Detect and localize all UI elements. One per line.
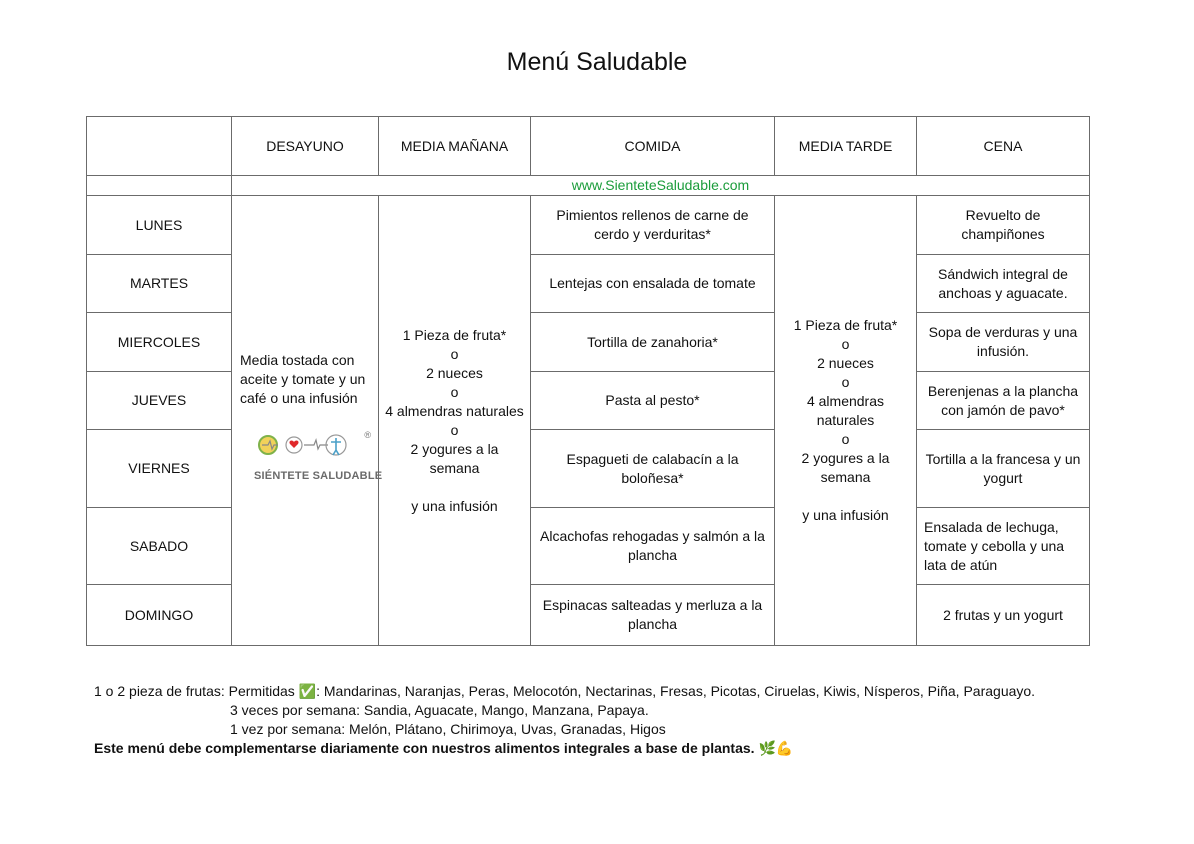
cena-sabado: Ensalada de lechuga, tomate y cebolla y una lata de atún	[917, 508, 1090, 585]
table-row	[87, 196, 1090, 255]
header-media-manana: MEDIA MAÑANA	[379, 117, 531, 176]
header-desayuno: DESAYUNO	[232, 117, 379, 176]
notes	[94, 682, 1035, 758]
day-miercoles: MIERCOLES	[87, 313, 232, 372]
day-lunes: LUNES	[87, 196, 232, 255]
website-link[interactable]: www.SienteteSaludable.com	[571, 177, 750, 193]
header-row	[87, 117, 1090, 176]
comida-miercoles: Tortilla de zanahoria*	[531, 313, 775, 372]
header-cena: CENA	[917, 117, 1090, 176]
comida-domingo: Espinacas salteadas y merluza a la plancha	[531, 585, 775, 646]
cena-viernes: Tortilla a la francesa y un yogurt	[917, 430, 1090, 508]
menu-table	[86, 116, 1090, 646]
day-domingo: DOMINGO	[87, 585, 232, 646]
note-fruits: 1 o 2 pieza de frutas: Permitidas ✅: Mandarinas, Naranjas, Peras, Melocotón, Nectarinas, Fresas, Picotas, Ciruelas, Kiwis, Nísperos, Piña, Paraguayo.	[94, 683, 1036, 699]
comida-martes: Lentejas con ensalada de tomate	[531, 255, 775, 313]
website-row	[87, 176, 1090, 196]
logo-brand-text: SIÉNTETE SALUDABLE	[254, 470, 383, 482]
cena-domingo: 2 frutas y un yogurt	[917, 585, 1090, 646]
note-once: 1 vez por semana: Melón, Plátano, Chirimoya, Uvas, Granadas, Higos	[230, 721, 666, 737]
logo-icons	[254, 430, 366, 460]
day-martes: MARTES	[87, 255, 232, 313]
media-tarde-cell: 1 Pieza de fruta* o 2 nueces o 4 almendras naturales o 2 yogures a la semana y una infusión	[775, 196, 917, 646]
header-empty	[87, 117, 232, 176]
header-media-tarde: MEDIA TARDE	[775, 117, 917, 176]
cena-lunes: Revuelto de champiñones	[917, 196, 1090, 255]
day-jueves: JUEVES	[87, 372, 232, 430]
comida-viernes: Espagueti de calabacín a la boloñesa*	[531, 430, 775, 508]
header-comida: COMIDA	[531, 117, 775, 176]
cena-martes: Sándwich integral de anchoas y aguacate.	[917, 255, 1090, 313]
comida-sabado: Alcachofas rehogadas y salmón a la plancha	[531, 508, 775, 585]
day-viernes: VIERNES	[87, 430, 232, 508]
day-sabado: SABADO	[87, 508, 232, 585]
cena-miercoles: Sopa de verduras y una infusión.	[917, 313, 1090, 372]
cena-jueves: Berenjenas a la plancha con jamón de pavo*	[917, 372, 1090, 430]
siente-saludable-logo: ® SIÉNTETE SALUDABLE	[254, 430, 369, 490]
comida-lunes: Pimientos rellenos de carne de cerdo y verduritas*	[531, 196, 775, 255]
comida-jueves: Pasta al pesto*	[531, 372, 775, 430]
note-complement: Este menú debe complementarse diariamente con nuestros alimentos integrales a base de plantas. 🌿💪	[94, 740, 794, 756]
media-manana-cell: 1 Pieza de fruta* o 2 nueces o 4 almendras naturales o 2 yogures a la semana y una infusión	[379, 196, 531, 646]
page-title: Menú Saludable	[506, 48, 688, 76]
desayuno-cell	[232, 196, 383, 646]
desayuno-text: Media tostada con aceite y tomate y un café o una infusión	[240, 352, 366, 406]
note-three-times: 3 veces por semana: Sandia, Aguacate, Mango, Manzana, Papaya.	[230, 702, 649, 718]
